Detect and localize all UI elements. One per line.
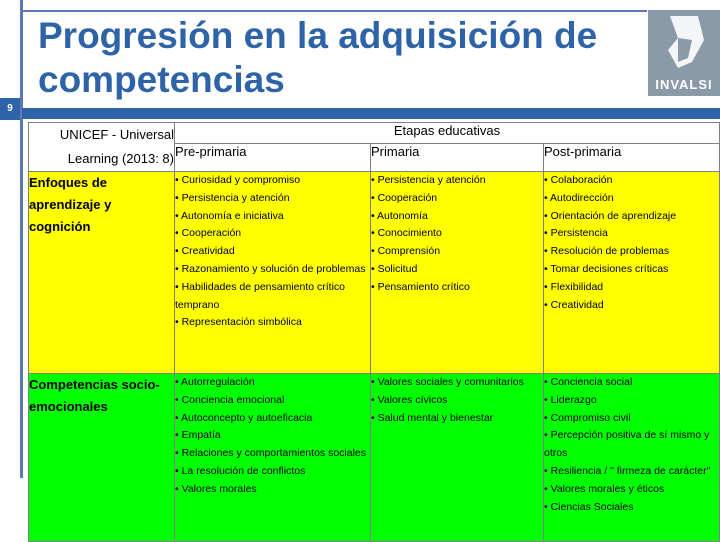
list-item: • Razonamiento y solución de problemas <box>175 262 366 275</box>
cell-list <box>175 172 371 374</box>
column-header-post-primaria: Post-primaria <box>544 144 720 172</box>
list-item: • Representación simbólica <box>175 316 302 329</box>
list-item: • Ciencias Sociales <box>544 500 634 513</box>
cell-list <box>371 374 544 542</box>
list-item: • Conciencia emocional <box>175 393 285 406</box>
corner-cell: UNICEF - Universal Learning (2013: 8) <box>29 123 175 172</box>
logo-mark-icon <box>648 10 720 80</box>
list-item: • Relaciones y comportamientos sociales <box>175 447 367 460</box>
list-item: • Resolución de problemas <box>544 245 670 258</box>
slide-title: Progresión en la adquisición de competencias <box>38 15 598 100</box>
list-item: • Comprensión <box>371 245 441 258</box>
list-item: • Valores morales <box>175 482 257 495</box>
list-item: • Autonomía e iniciativa <box>175 209 284 222</box>
row-label: Competencias socio-emocionales <box>29 374 175 542</box>
list-item: • Valores morales y éticos <box>544 482 665 495</box>
list-item: • Curiosidad y compromiso <box>175 174 301 186</box>
list-item: • Liderazgo <box>544 393 597 406</box>
list-item: • La resolución de conflictos <box>175 464 306 477</box>
top-accent-line <box>22 10 647 12</box>
list-item: • Solicitud <box>371 262 418 275</box>
slide-number: 9 <box>0 98 20 120</box>
list-item: • Valores cívicos <box>371 393 448 406</box>
list-item: • Colaboración <box>544 174 613 186</box>
list-item: • Habilidades de pensamiento crítico temprano <box>175 280 346 311</box>
list-item: • Cooperación <box>371 191 438 204</box>
group-header: Etapas educativas <box>175 123 720 144</box>
cell-list <box>371 172 544 374</box>
table-header-row <box>29 123 720 144</box>
list-item: • Persistencia y atención <box>175 191 290 204</box>
list-item: • Empatía <box>175 429 221 442</box>
list-item: • Creatividad <box>544 298 604 311</box>
list-item: • Cooperación <box>175 227 242 240</box>
cell-list <box>544 172 720 374</box>
list-item: • Autodirección <box>544 191 614 204</box>
column-header-primaria: Primaria <box>371 144 544 172</box>
invalsi-logo <box>648 10 720 96</box>
list-item: • Resiliencia / " firmeza de carácter" <box>544 464 711 477</box>
list-item: • Conciencia social <box>544 376 633 388</box>
row-label: Enfoques de aprendizaje y cognición <box>29 172 175 374</box>
list-item: • Orientación de aprendizaje <box>544 209 677 222</box>
table-row <box>29 172 720 374</box>
list-item: • Persistencia y atención <box>371 174 486 186</box>
logo-text: INVALSI <box>655 77 713 92</box>
list-item: • Percepción positiva de sí mismo y otros <box>544 429 710 460</box>
list-item: • Autorregulación <box>175 376 255 388</box>
cell-list <box>544 374 720 542</box>
list-item: • Autoconcepto y autoeficacia <box>175 411 313 424</box>
column-header-pre-primaria: Pre-primaria <box>175 144 371 172</box>
left-accent-line <box>20 0 23 478</box>
list-item: • Tomar decisiones críticas <box>544 262 669 275</box>
list-item: • Pensamiento crítico <box>371 280 470 293</box>
cell-list <box>175 374 371 542</box>
list-item: • Autonomía <box>371 209 428 222</box>
list-item: • Flexibilidad <box>544 280 604 293</box>
list-item: • Conocimiento <box>371 227 442 240</box>
list-item: • Valores sociales y comunitarios <box>371 376 524 388</box>
competencies-table <box>28 122 720 542</box>
list-item: • Compromiso civil <box>544 411 631 424</box>
title-underline-bar <box>22 108 720 119</box>
list-item: • Persistencia <box>544 227 608 240</box>
table-row <box>29 374 720 542</box>
list-item: • Creatividad <box>175 245 235 258</box>
list-item: • Salud mental y bienestar <box>371 411 494 424</box>
